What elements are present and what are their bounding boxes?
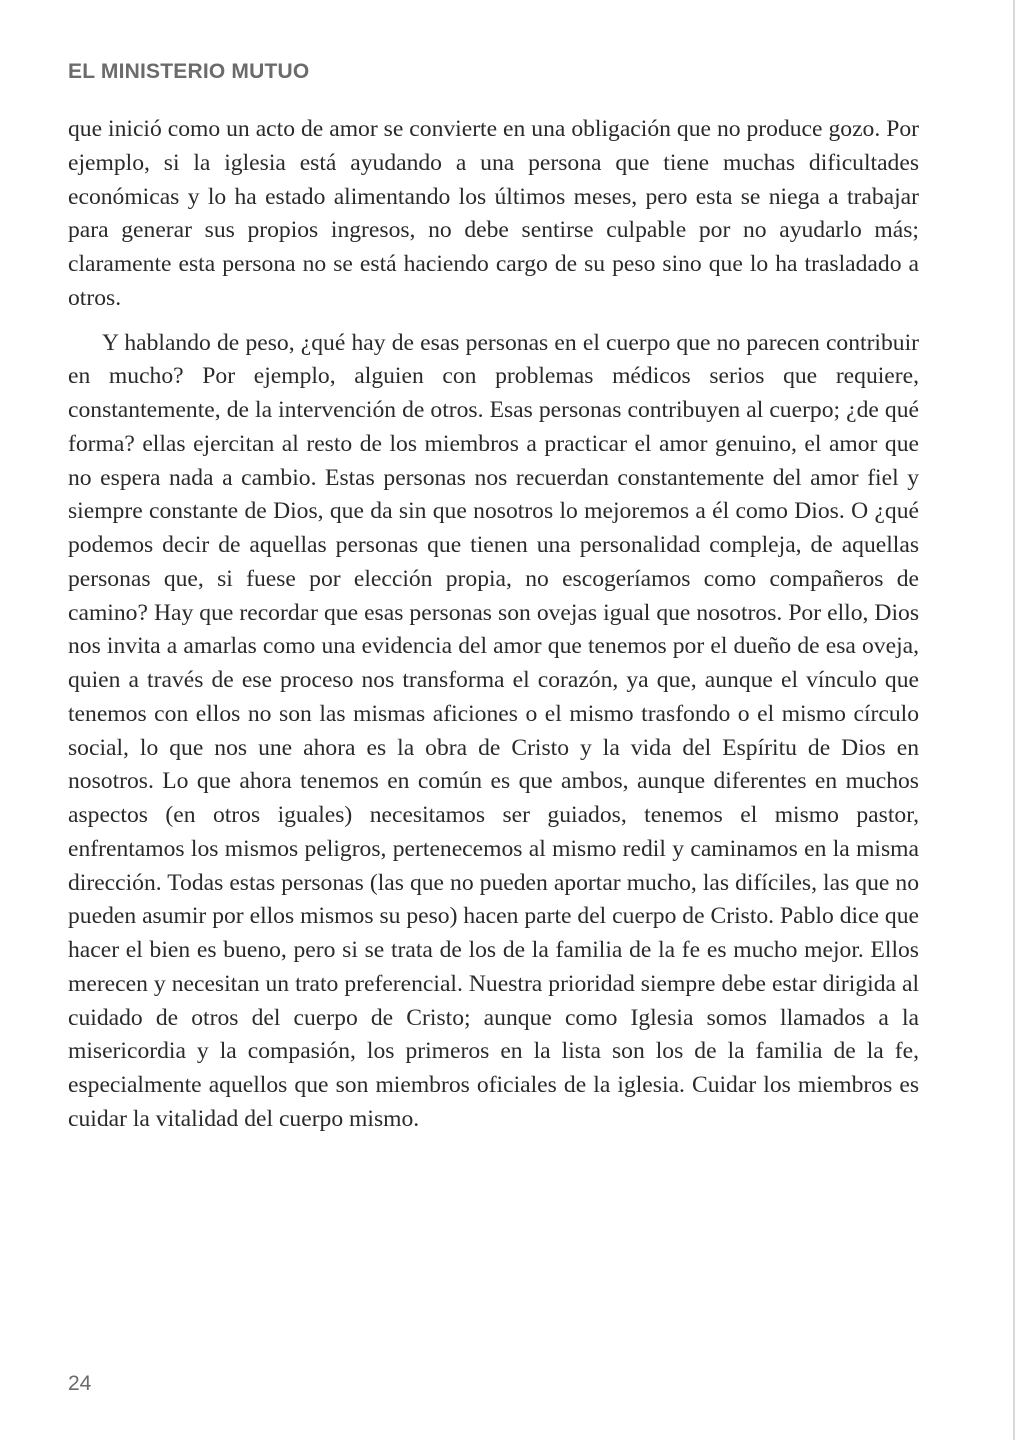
paragraph-main: Y hablando de peso, ¿qué hay de esas personas en el cuerpo que no parecen contribuir en mucho? Por ejemplo, alguien con problemas médicos serios que requiere, constantemente, de la intervención de otros. Esas personas contribuyen al cuerpo; ¿de qué forma? ellas ejercitan al resto de los miembros a practicar el amor genuino, el amor que no espera nada a cambio. Estas personas nos recuerdan constantemente del amor fiel y siempre constante de Dios, que da sin que nosotros lo mejoremos a él como Dios. O ¿qué podemos decir de aquellas personas que tienen una personalidad compleja, de aquellas personas que, si fuese por elección propia, no escogeríamos como compañeros de camino? Hay que recordar que esas personas son ovejas igual que nosotros. Por ello, Dios nos invita a amarlas como una evidencia del amor que tenemos por el dueño de esa oveja, quien a través de ese proceso nos transforma el corazón, ya que, aunque el vínculo que tenemos con ellos no son las mismas aficiones o el mismo trasfondo o el mismo círculo social, lo que nos une ahora es la obra de Cristo y la vida del Espíritu de Dios en nosotros. Lo que ahora tenemos en común es que ambos, aunque diferentes en muchos aspectos (en otros iguales) necesitamos ser guiados, tenemos el mismo pastor, enfrentamos los mismos peligros, pertenecemos al mismo redil y caminamos en la misma dirección. Todas estas personas (las que no pueden aportar mucho, las difíciles, las que no pueden asumir por ellos mismos su peso) hacen parte del cuerpo de Cristo. Pablo dice que hacer el bien es bueno, pero si se trata de los de la familia de la fe es mucho mejor. Ellos merecen y necesitan un trato preferencial. Nuestra prioridad siempre debe estar dirigida al cuidado de otros del cuerpo de Cristo; aunque como Iglesia somos llamados a la misericordia y la compasión, los primeros en la lista son los de la familia de la fe, especialmente aquellos que son miembros oficiales de la iglesia. Cuidar los miembros es cuidar la vitalidad del cuerpo mismo. (68, 329, 919, 1132)
running-header-title: EL MINISTERIO MUTUO (68, 60, 310, 83)
body-text (68, 113, 919, 1137)
page-number: 24 (68, 1372, 92, 1395)
paragraph-continuation: que inició como un acto de amor se convierte en una obligación que no produce gozo. Por ejemplo, si la iglesia está ayudando a una persona que tiene muchas dificultades económicas y lo ha estado alimentando los últimos meses, pero esta se niega a trabajar para generar sus propios ingresos, no debe sentirse culpable por no ayudarlo más; claramente esta persona no se está haciendo cargo de su peso sino que lo ha trasladado a otros. (68, 116, 919, 311)
